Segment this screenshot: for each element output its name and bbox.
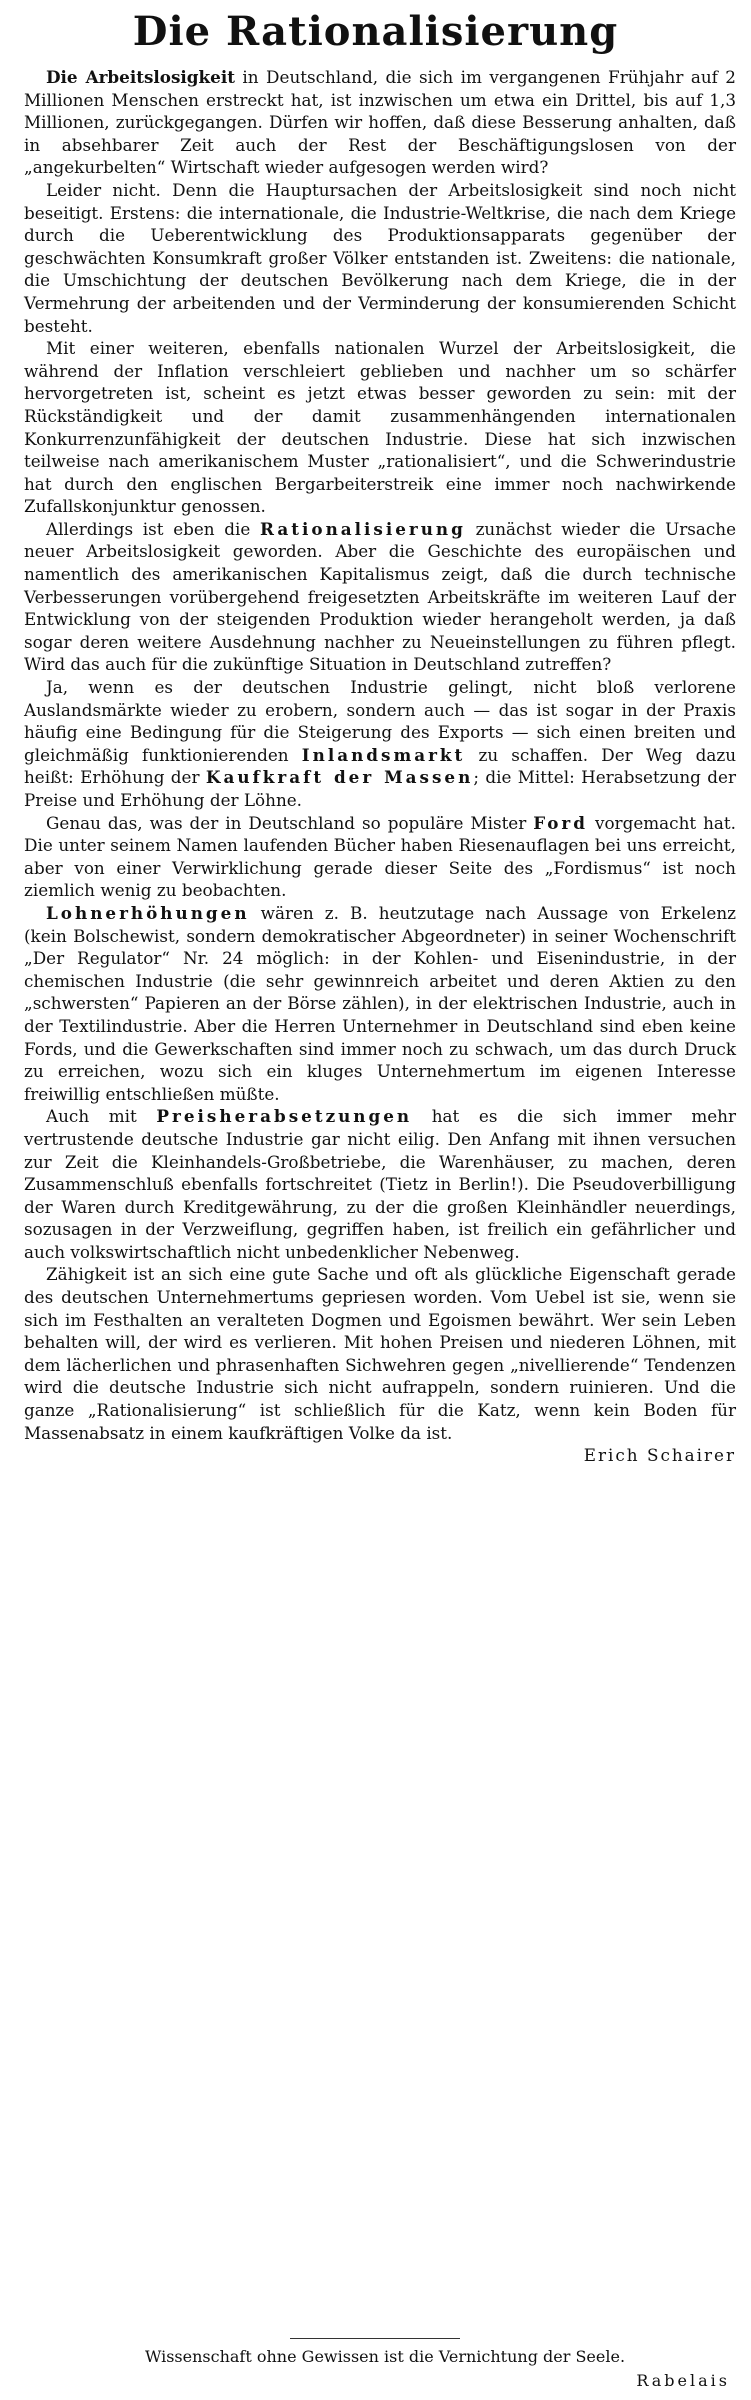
paragraph-text: vorgemacht hat. Die unter seinem Namen laufenden Bücher haben Riesenauflagen bei uns erreicht, aber von einer Verwirklichung gerade dieser Seite des „Fordismus“ ist noch ziemlich wenig zu beobachten. bbox=[24, 812, 736, 901]
paragraph-5 bbox=[24, 676, 736, 812]
paragraph-text: Allerdings ist eben die bbox=[46, 518, 261, 539]
emphasis-word: Kaufkraft der Massen bbox=[205, 767, 474, 788]
paragraph-text: in Deutschland, die sich im vergangenen Frühjahr auf 2 Millionen Menschen erstreckt hat, ist inzwischen um etwa ein Drittel, bis auf 1,3 Millionen, zurückgegangen. Dürfen wir hoffen, daß diese Besserung anhalten, daß in absehbarer Zeit auch der Rest der Beschäftigungslosen von der „angekurbelten“ Wirtschaft wieder aufgesogen werden wird? bbox=[24, 67, 736, 178]
paragraph-1 bbox=[24, 66, 736, 179]
emphasis-word: Ford bbox=[533, 812, 588, 833]
paragraph-text: Ja, wenn es der deutschen Industrie gelingt, nicht bloß verlorene Auslandsmärkte wieder zu erobern, sondern auch — das ist sogar in der Praxis häufig eine Bedingung für die Steigerung des Exports — sich einen breiten und gleichmäßig funktionierenden bbox=[24, 677, 736, 765]
paragraph-6 bbox=[24, 812, 736, 902]
quote-author: Rabelais bbox=[636, 2371, 730, 2390]
paragraph-text: Leider nicht. Denn die Hauptursachen der Arbeitslosigkeit sind noch nicht beseitigt. Erstens: die internationale, die Industrie-Weltkrise, die nach dem Kriege durch die Ueberentwicklung des Produktionsapparats gegenüber der geschwächten Konsumkraft großer Völker entstanden ist. Zweitens: die nationale, die Umschichtung der deutschen Bevölkerung nach dem Kriege, die in der Vermehrung der arbeitenden und der Verminderung der konsumierenden Schicht besteht. bbox=[24, 179, 736, 336]
paragraph-text: hat es die sich immer mehr vertrustende deutsche Industrie gar nicht eilig. Den Anfang mit ihnen versuchen zur Zeit die Kleinhandels-Großbetriebe, die Warenhäuser, zu machen, deren Zusammenschluß ebenfalls fortschreitet (Tietz in Berlin!). Die Pseudoverbilligung der Waren durch Kreditgewährung, zu der die großen Kleinhändler neuerdings, sozusagen in der Verzweiflung, gegriffen haben, ist freilich ein gefährlicher und auch volkswirtschaftlich nicht unbedenklicher Nebenweg. bbox=[24, 1106, 736, 1262]
paragraph-text: wären z. B. heutzutage nach Aussage von Erkelenz (kein Bolschewist, sondern demokratischer Abgeordneter) in seiner Wochenschrift „Der Regulator“ Nr. 24 möglich: in der Kohlen- und Eisenindustrie, in der chemischen Industrie (die sehr gewinnreich arbeitet und deren Aktien zu den „schwersten“ Papieren an der Börse zählen), in der elektrischen Industrie, auch in der Textilindustrie. Aber die Herren Unternehmer in Deutschland sind eben keine Fords, und die Gewerkschaften sind immer noch zu schwach, um das durch Druck zu erreichen, wozu sich ein kluges Unternehmertum im eigenen Interesse freiwillig entschließen müßte. bbox=[24, 902, 736, 1104]
paragraph-text: Genau das, was der in Deutschland so populäre Mister bbox=[46, 812, 534, 833]
emphasis-word: Inlandsmarkt bbox=[301, 744, 466, 765]
emphasis-word: Lohnerhöhungen bbox=[46, 902, 250, 923]
article-body bbox=[24, 66, 736, 1467]
article-author: Erich Schairer bbox=[583, 1445, 736, 1466]
paragraph-4 bbox=[24, 518, 736, 676]
article-title: Die Rationalisierung bbox=[132, 8, 619, 55]
closing-quote: Wissenschaft ohne Gewissen ist die Vernichtung der Seele. bbox=[144, 2347, 626, 2366]
paragraph-text: Auch mit bbox=[46, 1106, 157, 1127]
paragraph-7 bbox=[24, 902, 736, 1105]
emphasis-word: Preisherabsetzungen bbox=[156, 1106, 413, 1127]
separator-rule bbox=[290, 2338, 460, 2339]
emphasis-word: Rationalisierung bbox=[260, 518, 466, 539]
paragraph-text: zunächst wieder die Ursache neuer Arbeitslosigkeit geworden. Aber die Geschichte des europäischen und namentlich des amerikanischen Kapitalismus zeigt, daß die durch technische Verbesserungen vorübergehend freigesetzten Arbeitskräfte im weiteren Lauf der Entwicklung von der steigenden Produktion wieder herangeholt werden, ja daß sogar deren weitere Ausdehnung nachher zu Neueinstellungen zu führen pflegt. Wird das auch für die zukünftige Situation in Deutschland zutreffen? bbox=[24, 518, 736, 675]
paragraph-text: ; die Mittel: Herabsetzung der Preise und Erhöhung der Löhne. bbox=[24, 767, 736, 810]
paragraph-3 bbox=[24, 337, 736, 518]
paragraph-text: zu schaffen. Der Weg dazu heißt: Erhöhung der bbox=[24, 744, 736, 788]
paragraph-8 bbox=[24, 1105, 736, 1263]
lead-words: Die Arbeitslosigkeit bbox=[46, 67, 235, 87]
paragraph-2 bbox=[24, 179, 736, 337]
paragraph-9 bbox=[24, 1263, 736, 1444]
paragraph-text: Zähigkeit ist an sich eine gute Sache und oft als glückliche Eigenschaft gerade des deutschen Unternehmertums gepriesen worden. Vom Uebel ist sie, wenn sie sich im Festhalten an veralteten Dogmen und Egoismen bewährt. Wer sein Leben behalten will, der wird es verlieren. Mit hohen Preisen und niederen Löhnen, mit dem lächerlichen und phrasenhaften Sichwehren gegen „nivellierende“ Tendenzen wird die deutsche Industrie sich nicht aufrappeln, sondern ruinieren. Und die ganze „Rationalisierung“ ist schließlich für die Katz, wenn kein Boden für Massenabsatz in einem kaufkräftigen Volke da ist. bbox=[24, 1264, 736, 1443]
paragraph-text: Mit einer weiteren, ebenfalls nationalen Wurzel der Arbeitslosigkeit, die während der Inflation verschleiert geblieben und nachher um so schärfer hervorgetreten ist, scheint es jetzt etwas besser geworden zu sein: mit der Rückständigkeit und der damit zusammenhängenden internationalen Konkurrenzunfähigkeit der deutschen Industrie. Diese hat sich inzwischen teilweise nach amerikanischem Muster „rationalisiert“, und die Schwerindustrie hat durch den englischen Bergarbeiterstreik eine immer noch nachwirkende Zufallskonjunktur genossen. bbox=[24, 338, 736, 517]
